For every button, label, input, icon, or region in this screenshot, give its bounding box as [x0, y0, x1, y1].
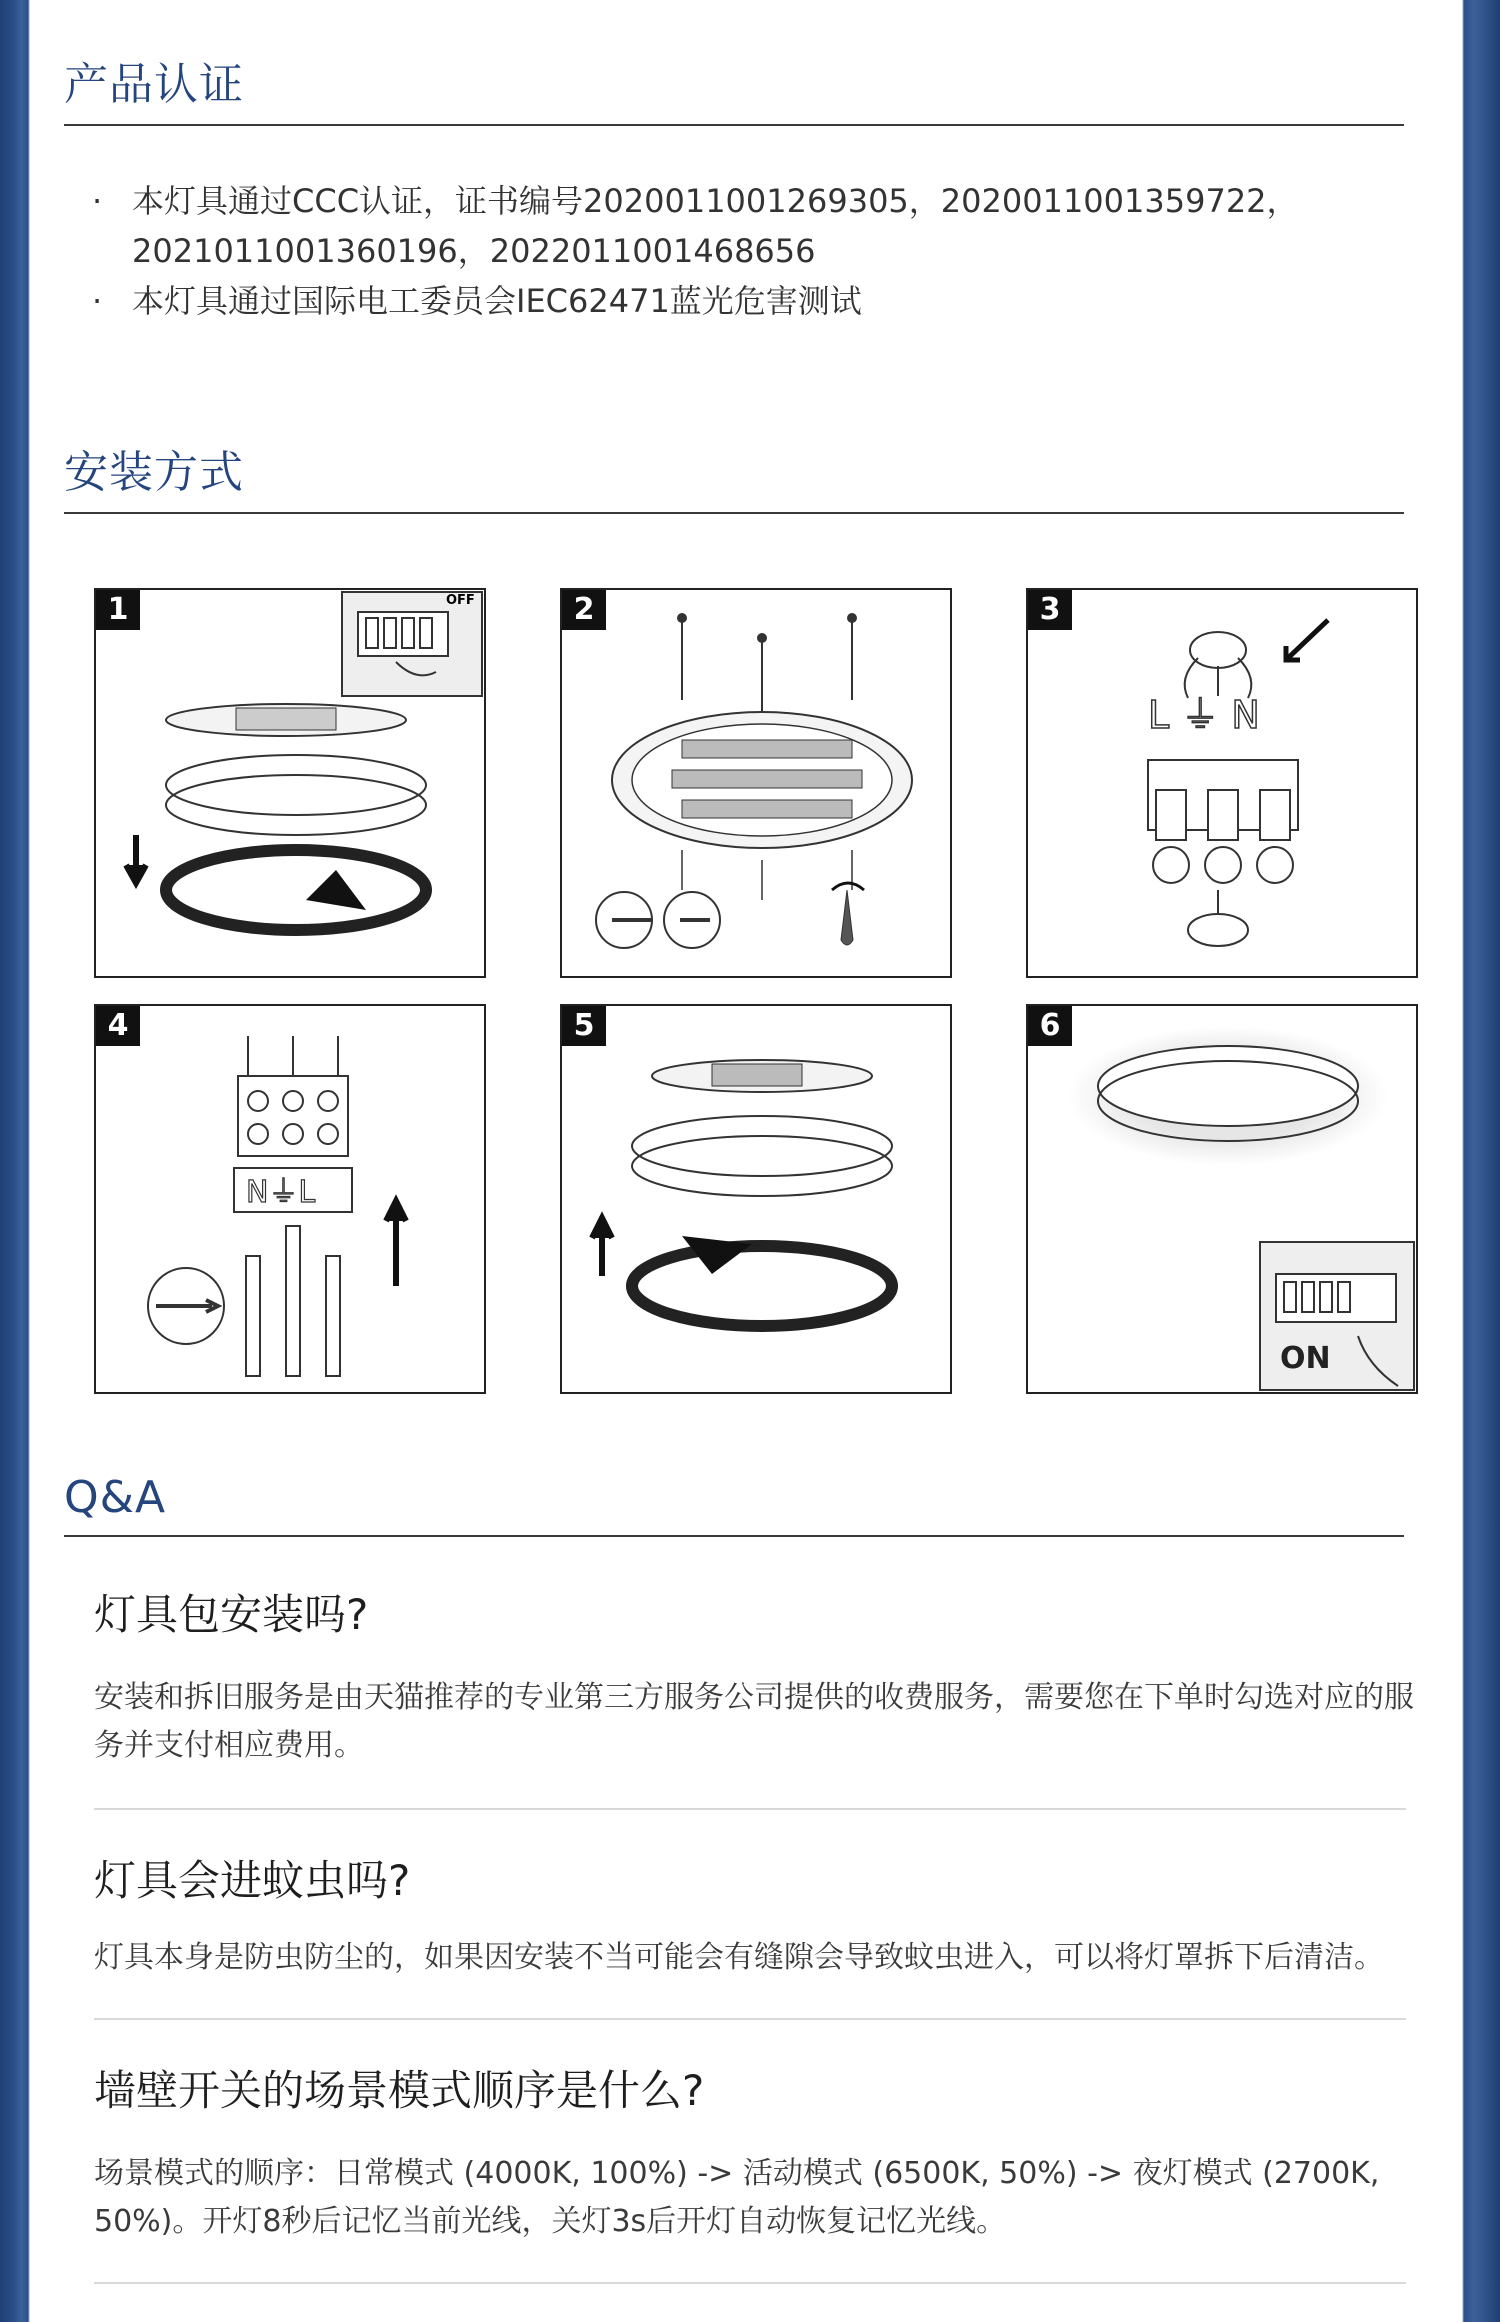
- step-1-illustration: [96, 590, 484, 976]
- step-4-illustration: [96, 1006, 484, 1392]
- step-number: 1: [96, 590, 140, 630]
- section-title-qa: Q&A: [64, 1472, 1404, 1537]
- question-title: 灯具会进蚊虫吗?: [94, 1856, 411, 1905]
- install-step-3: [1026, 588, 1418, 978]
- step-3-illustration: [1028, 590, 1416, 976]
- list-item: [92, 276, 1412, 326]
- certification-text: 本灯具通过CCC认证，证书编号2020011001269305，2020011001359722，2021011001360196，2022011001468656: [132, 182, 1299, 270]
- list-item: [92, 176, 1412, 276]
- divider: [94, 1808, 1406, 1810]
- install-step-6: [1026, 1004, 1418, 1394]
- answer-text: 灯具本身是防虫防尘的，如果因安装不当可能会有缝隙会导致蚊虫进入，可以将灯罩拆下后清洁。: [94, 1940, 1384, 1975]
- answer-text: 安装和拆旧服务是由天猫推荐的专业第三方服务公司提供的收费服务，需要您在下单时勾选对应的服务并支付相应费用。: [94, 1680, 1414, 1763]
- install-step-2: [560, 588, 952, 978]
- step-5-illustration: [562, 1006, 950, 1392]
- off-label: OFF: [446, 593, 475, 608]
- step-number: 6: [1028, 1006, 1072, 1046]
- certification-list: [92, 176, 1412, 326]
- question-title: 灯具包安装吗?: [94, 1590, 369, 1639]
- step-number: 3: [1028, 590, 1072, 630]
- section-title-installation: 安装方式: [64, 436, 1404, 514]
- section-title-certification: 产品认证: [64, 48, 1404, 126]
- certification-text: 本灯具通过国际电工委员会IEC62471蓝光危害测试: [132, 282, 862, 320]
- terminal-label: L ⏚ N: [1148, 693, 1260, 737]
- bullet-icon: ·: [92, 282, 103, 320]
- step-number: 5: [562, 1006, 606, 1046]
- step-6-illustration: [1028, 1006, 1416, 1392]
- install-step-5: [560, 1004, 952, 1394]
- step-number: 2: [562, 590, 606, 630]
- install-step-4: [94, 1004, 486, 1394]
- step-2-illustration: [562, 590, 950, 976]
- question-title: 墙壁开关的场景模式顺序是什么?: [94, 2066, 705, 2115]
- divider: [94, 2282, 1406, 2284]
- divider: [94, 2018, 1406, 2020]
- terminal-label: N⏚L: [246, 1175, 316, 1210]
- install-step-1: [94, 588, 486, 978]
- answer-text: 场景模式的顺序：日常模式 (4000K, 100%) -> 活动模式 (6500K, 50%) -> 夜灯模式 (2700K, 50%)。开灯8秒后记忆当前光线，关灯3s后开灯自动恢复记忆光线。: [94, 2156, 1380, 2239]
- step-number: 4: [96, 1006, 140, 1046]
- on-label: ON: [1280, 1341, 1331, 1376]
- bullet-icon: ·: [92, 182, 103, 220]
